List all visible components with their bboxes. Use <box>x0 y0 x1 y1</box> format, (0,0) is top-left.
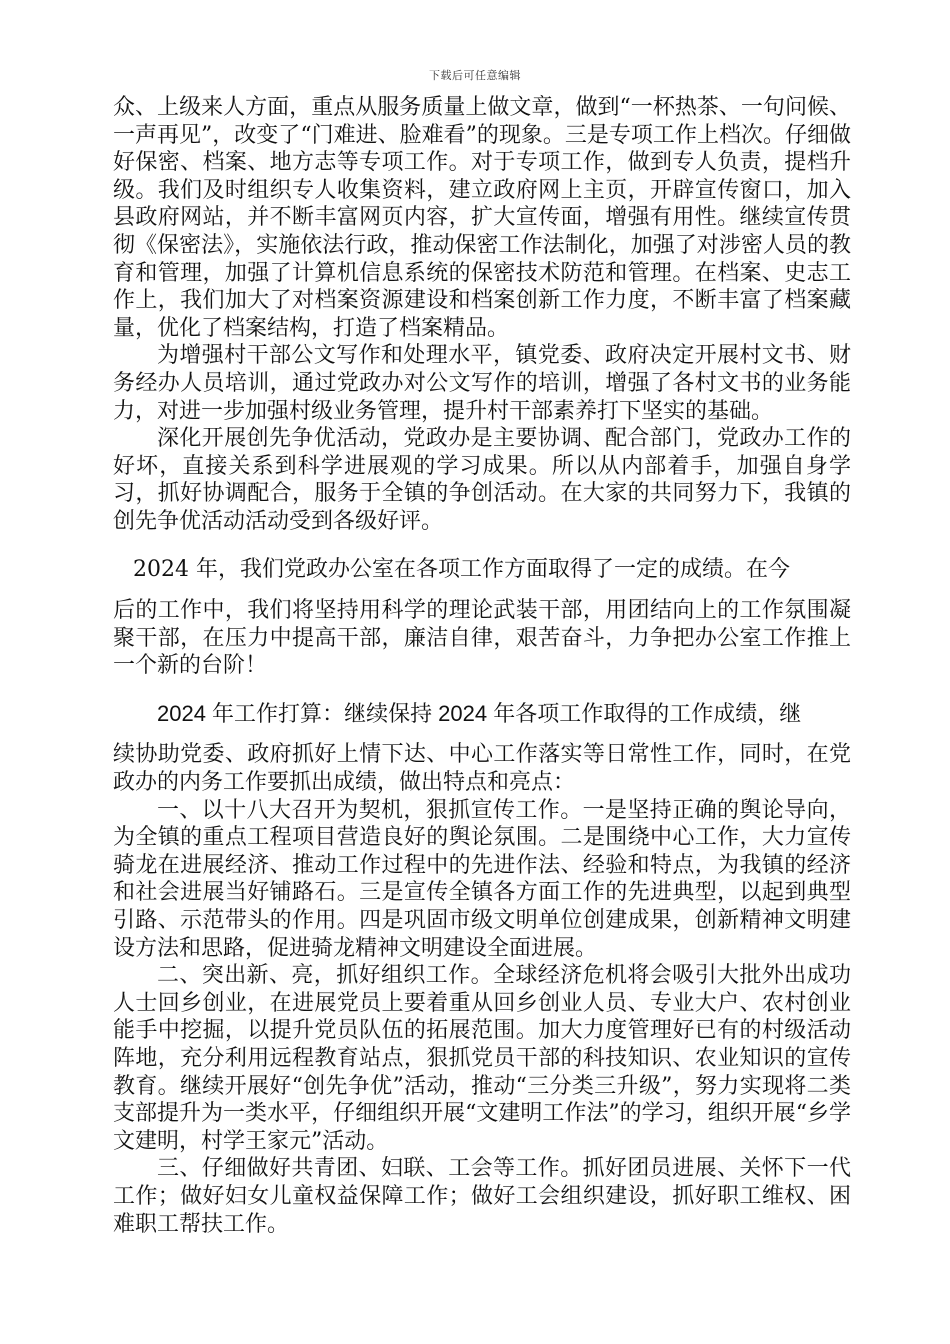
header-note: 下载后可任意编辑 <box>429 69 521 82</box>
paragraph-plan-item-2: 二、突出新、亮，抓好组织工作。全球经济危机将会吸引大批外出成功人士回乡创业，在进展党员上要着重从回乡创业人员、专业大户、农村创业能手中挖掘，以提升党员队伍的拓展范围。加大力度管理好已有的村级活动阵地，充分利用远程教育站点，狠抓党员干部的科技知识、农业知识的宣传教育。继续开展好“创先争优”活动，推动“三分类三升级”，努力实现将二类支部提升为一类水平，仔细组织开展“文建明工作法”的学习，组织开展“乡学文建明，村学王家元”活动。 <box>113 963 851 1154</box>
document-body <box>113 94 851 1238</box>
paragraph-plan-item-1: 一、以十八大召开为契机，狠抓宣传工作。一是坚持正确的舆论导向，为全镇的重点工程项目营造良好的舆论氛围。二是围绕中心工作，大力宣传骑龙在进展经济、推动工作过程中的先进作法、经验和特点，为我镇的经济和社会进展当好铺路石。三是宣传全镇各方面工作的先进典型，以起到典型引路、示范带头的作用。四是巩固市级文明单位创建成果，创新精神文明建设方法和思路，促进骑龙精神文明建设全面进展。 <box>113 797 851 961</box>
paragraph-village-cadre-training: 为增强村干部公文写作和处理水平，镇党委、政府决定开展村文书、财务经办人员培训，通过党政办对公文写作的培训，增强了各村文书的业务能力，对进一步加强村级业务管理，提升村干部素养打下坚实的基础。 <box>113 343 851 424</box>
paragraph-service-quality: 众、上级来人方面，重点从服务质量上做文章，做到“一杯热茶、一句问候、一声再见”，改变了“门难进、脸难看”的现象。三是专项工作上档次。仔细做好保密、档案、地方志等专项工作。对于专项工作，做到专人负责，提档升级。我们及时组织专人收集资料，建立政府网上主页，开辟宣传窗口，加入县政府网站，并不断丰富网页内容，扩大宣传面，增强有用性。继续宣传贯彻《保密法》，实施依法行政，推动保密工作法制化，加强了对涉密人员的教育和管理，加强了计算机信息系统的保密技术防范和管理。在档案、史志工作上，我们加大了对档案资源建设和档案创新工作力度，不断丰富了档案藏量，优化了档案结构，打造了档案精品。 <box>113 95 851 341</box>
paragraph-excellence-campaign: 深化开展创先争优活动，党政办是主要协调、配合部门，党政办工作的好坏，直接关系到科学进展观的学习成果。所以从内部着手，加强自身学习，抓好协调配合，服务于全镇的争创活动。在大家的共同努力下，我镇的创先争优活动活动受到各级好评。 <box>113 426 851 534</box>
paragraph-summary-rest: 后的工作中，我们将坚持用科学的理论武装干部，用团结向上的工作氛围凝聚干部，在压力中提高干部，廉洁自律，艰苦奋斗，力争把办公室工作推上一个新的台阶！ <box>113 598 851 679</box>
plan-heading-label: 2024 年工作打算 <box>157 700 323 726</box>
paragraph-plan-rest: 续协助党委、政府抓好上情下达、中心工作落实等日常性工作，同时，在党政办的内务工作要抓出成绩，做出特点和亮点： <box>113 742 851 796</box>
paragraph-summary-first-line: 2024 年，我们党政办公室在各项工作方面取得了一定的成绩。在今 <box>133 556 790 582</box>
paragraph-plan-first-line <box>113 700 851 728</box>
paragraph-plan-item-3: 三、仔细做好共青团、妇联、工会等工作。抓好团员进展、关怀下一代工作；做好妇女儿童权益保障工作；做好工会组织建设，抓好职工维权、困难职工帮扶工作。 <box>113 1156 851 1237</box>
plan-heading-text: ：继续保持 2024 年各项工作取得的工作成绩，继 <box>322 700 802 726</box>
